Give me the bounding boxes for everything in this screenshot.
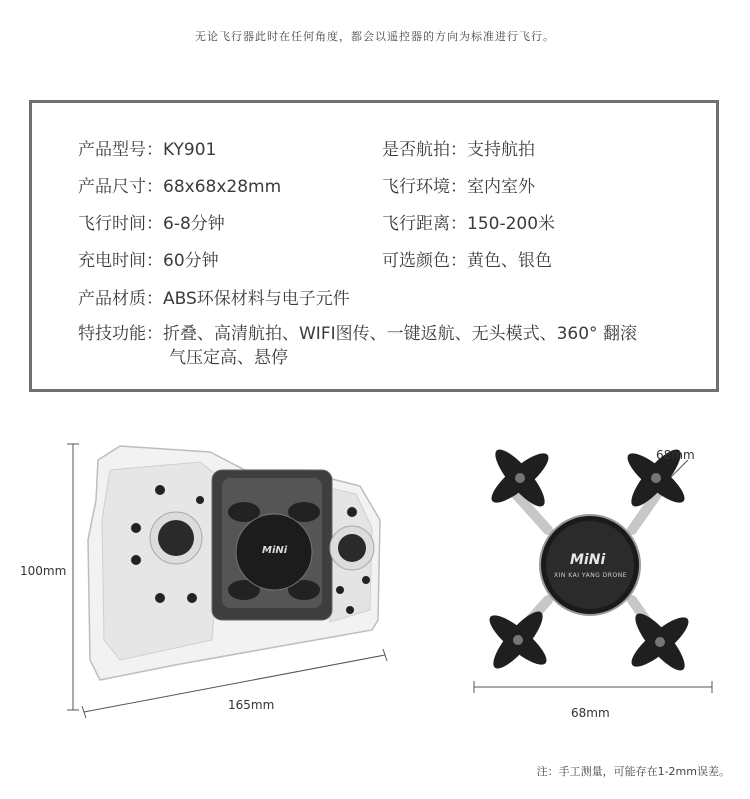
footnote: 注：手工测量，可能存在1-2mm误差。 xyxy=(536,765,730,778)
spec-value: 60分钟 xyxy=(163,251,219,271)
spec-value: 6-8分钟 xyxy=(163,214,225,234)
spec-label: 产品尺寸： xyxy=(78,177,163,197)
spec-label: 特技功能： xyxy=(78,324,163,344)
drone-width-label: 68mm xyxy=(571,706,610,720)
drone-width-dimension xyxy=(474,681,712,693)
spec-label: 产品材质： xyxy=(78,289,163,309)
spec-features-continued: 气压定高、悬停 xyxy=(169,348,288,368)
spec-value: ABS环保材料与电子元件 xyxy=(163,289,350,309)
controller-logo: MiNi xyxy=(262,545,288,556)
controller-height-dimension xyxy=(67,444,79,710)
spec-value: 室内室外 xyxy=(467,177,535,197)
drone-arm-label: 68mm xyxy=(656,448,695,462)
spec-value: 折叠、高清航拍、WIFI图传、一键返航、无头模式、360° 翻滚 xyxy=(163,324,637,344)
spec-label: 飞行时间： xyxy=(78,214,163,234)
spec-label: 飞行环境： xyxy=(382,177,467,197)
spec-value: 支持航拍 xyxy=(467,140,535,160)
top-note: 无论飞行器此时在任何角度，都会以遥控器的方向为标准进行飞行。 xyxy=(195,30,555,43)
spec-label: 飞行距离： xyxy=(382,214,467,234)
spec-label: 充电时间： xyxy=(78,251,163,271)
spec-label: 是否航拍： xyxy=(382,140,467,160)
controller-image xyxy=(88,446,380,680)
spec-value: 黄色、银色 xyxy=(467,251,552,271)
spec-label: 可选颜色： xyxy=(382,251,467,271)
drone-sub-logo: XIN KAI YANG DRONE xyxy=(554,572,628,579)
drone-logo: MiNi xyxy=(570,552,606,568)
spec-value: KY901 xyxy=(163,140,217,160)
controller-height-label: 100mm xyxy=(20,564,67,578)
spec-value: 68x68x28mm xyxy=(163,177,282,197)
spec-value: 150-200米 xyxy=(467,214,556,234)
spec-label: 产品型号： xyxy=(78,140,163,160)
controller-width-label: 165mm xyxy=(228,698,275,712)
